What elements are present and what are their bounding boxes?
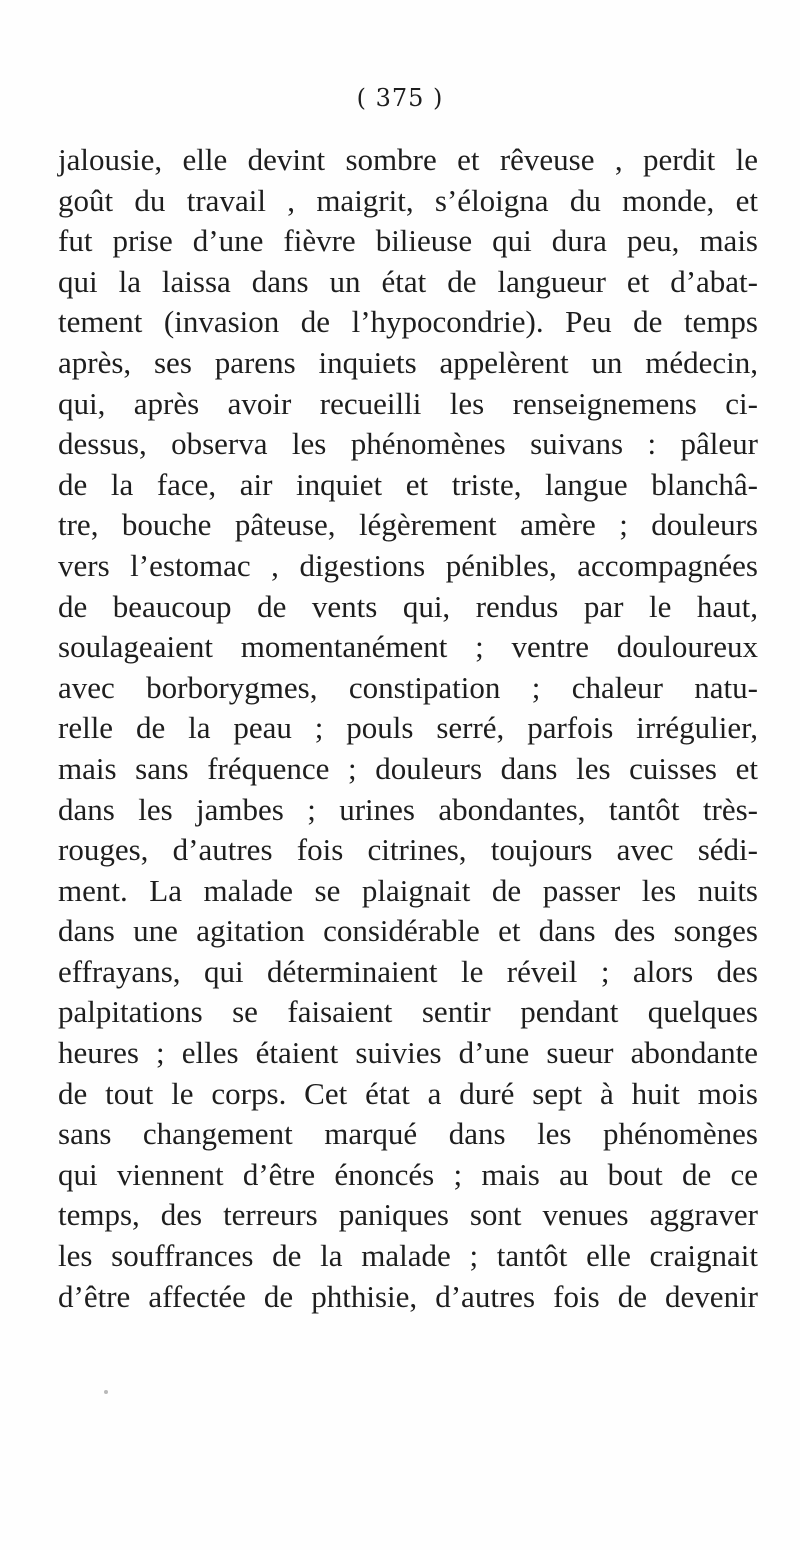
text-line: goût du travail , maigrit, s’éloigna du monde, et: [58, 182, 758, 218]
text-line: dans les jambes ; urines abondantes, tantôt très-: [58, 791, 758, 827]
text-line: jalousie, elle devint sombre et rêveuse , perdit le: [58, 142, 758, 177]
text-line: palpitations se faisaient sentir pendant quelques: [58, 994, 758, 1030]
text-line: de tout le corps. Cet état a duré sept à huit mois: [58, 1075, 758, 1111]
text-line: dessus, observa les phénomènes suivans : pâleur: [58, 426, 758, 462]
text-line: mais sans fréquence ; douleurs dans les cuisses et: [58, 750, 758, 786]
text-line: les souffrances de la malade ; tantôt elle craignait: [58, 1238, 758, 1274]
text-line: d’être affectée de phthisie, d’autres fois de devenir: [58, 1278, 758, 1314]
text-line: qui la laissa dans un état de langueur et d’abat-: [58, 263, 758, 299]
text-line: fut prise d’une fièvre bilieuse qui dura peu, mais: [58, 223, 758, 259]
text-line: soulageaient momentanément ; ventre douloureux: [58, 629, 758, 665]
text-line: relle de la peau ; pouls serré, parfois irrégulier,: [58, 710, 758, 746]
body-text: [58, 140, 758, 1317]
text-line: sans changement marqué dans les phénomènes: [58, 1116, 758, 1152]
text-line: de la face, air inquiet et triste, langue blanchâ-: [58, 466, 758, 502]
text-line: tement (invasion de l’hypocondrie). Peu de temps: [58, 304, 758, 340]
text-line: tre, bouche pâteuse, légèrement amère ; douleurs: [58, 507, 758, 543]
text-line: après, ses parens inquiets appelèrent un médecin,: [58, 344, 758, 380]
text-line: temps, des terreurs paniques sont venues aggraver: [58, 1197, 758, 1233]
text-line: de beaucoup de vents qui, rendus par le haut,: [58, 588, 758, 624]
text-line: heures ; elles étaient suivies d’une sueur abondante: [58, 1035, 758, 1071]
text-line: qui viennent d’être énoncés ; mais au bout de ce: [58, 1156, 758, 1192]
text-line: effrayans, qui déterminaient le réveil ; alors des: [58, 953, 758, 989]
text-line: rouges, d’autres fois citrines, toujours avec sédi-: [58, 832, 758, 868]
page-number: ( 375 ): [356, 84, 444, 112]
text-line: avec borborygmes, constipation ; chaleur natu-: [58, 669, 758, 705]
text-line: qui, après avoir recueilli les renseignemens ci-: [58, 385, 758, 421]
text-line: ment. La malade se plaignait de passer les nuits: [58, 872, 758, 908]
text-line: dans une agitation considérable et dans des songes: [58, 913, 758, 949]
paper-speck: [104, 1390, 108, 1394]
text-line: vers l’estomac , digestions pénibles, accompagnées: [58, 547, 758, 583]
